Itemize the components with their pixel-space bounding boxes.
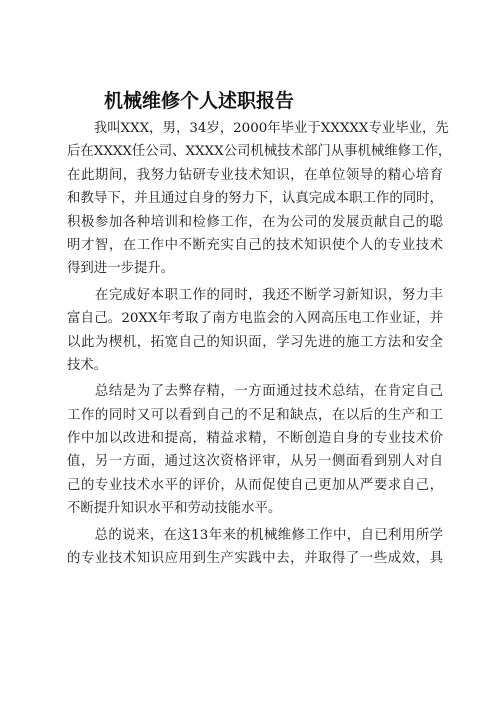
document-body xyxy=(67,117,452,573)
text-line: 富自己。20XX年考取了南方电监会的入网高压电工作业证，并 xyxy=(67,311,443,327)
paragraph-1 xyxy=(67,117,452,281)
text-line: 工作的同时又可以看到自己的不足和缺点，在以后的生产和工 xyxy=(67,407,443,423)
text-line: 明才智，在工作中不断充实自己的技术知识使个人的专业技术 xyxy=(67,237,443,253)
text-line: 值，另一方面，通过这次资格评审，从另一侧面看到别人对自 xyxy=(67,454,443,470)
text-line: 的专业技术知识应用到生产实践中去，并取得了一些成效，具 xyxy=(67,551,443,567)
text-line: 技术。 xyxy=(67,357,108,373)
paragraph-3 xyxy=(67,380,443,520)
paragraph-2 xyxy=(67,284,443,378)
text-line: 不断提升知识水平和劳动技能水平。 xyxy=(67,501,282,517)
text-line: 在此期间，我努力钻研专业技术知识，在单位领导的精心培育 xyxy=(67,167,443,183)
text-line: 后在XXXX任公司、XXXX公司机械技术部门从事机械维修工作， xyxy=(67,144,452,160)
text-line: 积极参加各种培训和检修工作，在为公司的发展贡献自己的聪 xyxy=(67,214,443,230)
text-line: 以此为楔机，拓宽自己的知识面，学习先进的施工方法和安全 xyxy=(67,334,443,350)
text-line: 己的专业技术水平的评价，从而促使自己更加从严要求自己， xyxy=(67,477,443,493)
paragraph-4 xyxy=(67,524,443,571)
document-title: 机械维修个人述职报告 xyxy=(104,90,295,112)
text-line: 我叫XXX，男，34岁，2000年毕业于XXXXX专业毕业，先 xyxy=(67,121,449,136)
text-line: 总的说来，在这13年来的机械维修工作中，自已利用所学 xyxy=(67,527,443,543)
text-line: 总结是为了去弊存精，一方面通过技术总结，在肯定自己 xyxy=(67,384,443,400)
text-line: 在完成好本职工作的同时，我还不断学习新知识，努力丰 xyxy=(67,287,443,303)
text-line: 得到进一步提升。 xyxy=(67,261,175,277)
text-line: 作中加以改进和提高，精益求精，不断创造自身的专业技术价 xyxy=(67,431,443,447)
text-line: 和教导下，并且通过自身的努力下，认真完成本职工作的同时， xyxy=(67,191,443,207)
